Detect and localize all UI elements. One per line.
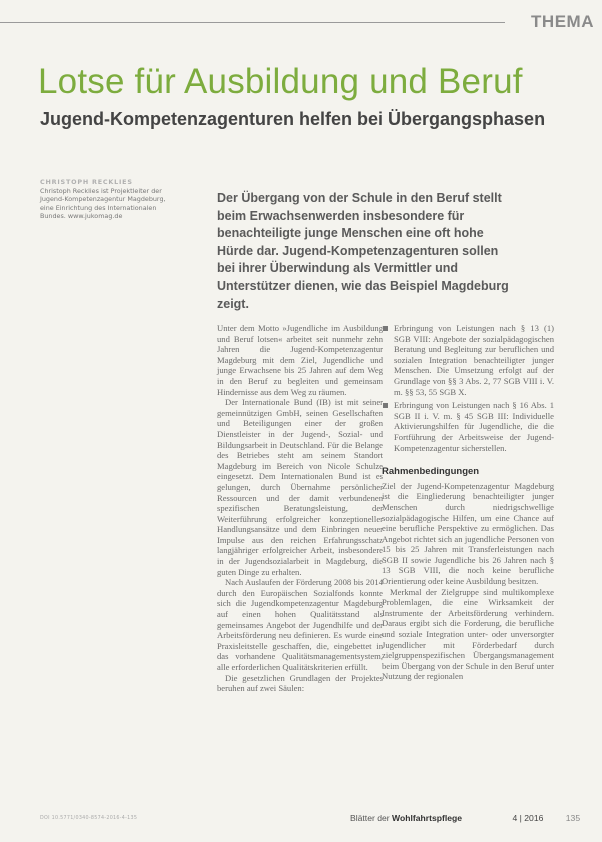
legal-basis-list bbox=[382, 323, 554, 453]
body-paragraph: Unter dem Motto »Jugendliche im Ausbildung und Beruf lotsen« arbeitet seit nunmehr zehn Jahren die Jugend-Kompetenzagentur Magdeburg mit dem Ziel, Jugendliche und junge Erwachsene bis 25 Jahren auf dem Weg in den Beruf zu begleiten und gemeinsam Hindernisse aus dem Weg zu räumen. bbox=[217, 323, 383, 397]
body-paragraph: Die gesetzlichen Grundlagen der Projektes beruhen auf zwei Säulen: bbox=[217, 672, 383, 694]
author-bio: Christoph Recklies ist Projektleiter der Jugend-Kompetenzagentur Magdeburg, eine Einrichtung des Internationalen Bundes. www.jukomag.de bbox=[40, 186, 166, 221]
author-box bbox=[40, 178, 180, 221]
journal-prefix: Blätter der bbox=[350, 813, 390, 823]
body-column-left bbox=[217, 323, 383, 694]
page-number: 135 bbox=[565, 813, 581, 823]
list-item: Erbringung von Leistungen nach § 13 (1) SGB VIII: Angebote der sozialpädagogischen Beratung und Begleitung zur beruflichen und sozialen Integration benachteiligter junger Menschen. Die Umsetzung erfolgt auf der Grundlage von §§ 3 Abs. 2, 77 SGB VIII i. V. m. §§ 53, 55 SGB X. bbox=[382, 323, 554, 397]
article-title: Lotse für Ausbildung und Beruf bbox=[38, 62, 523, 101]
article-lead: Der Übergang von der Schule in den Beruf stellt beim Erwachsenwerden insbesondere für benachteiligte junge Menschen eine oft hohe Hürde dar. Jugend-Kompetenzagenturen sollen bei ihrer Überwindung als Vermittler und Unterstützer dienen, wie das Beispiel Magdeburg zeigt. bbox=[217, 191, 509, 311]
journal-name: Wohlfahrtspflege bbox=[392, 813, 463, 823]
footer-journal bbox=[350, 813, 580, 823]
footer-doi: DOI 10.5771/0340-8574-2016-4-135 bbox=[40, 816, 138, 821]
body-paragraph: Nach Auslaufen der Förderung 2008 bis 2014 durch den Europäischen Sozialfonds konnte sich die Jugendkompetenzagentur Magdeburg auf einen hohen Qualitätsstand als gemeinsames Angebot der Jugendhilfe und der Arbeitsförderung neu definieren. Es wurde eine Praxisleitstelle geschaffen, die, eingebettet in das vorhandene Qualitätsmanagementsystem, alle erforderlichen Qualitätskriterien erfüllt. bbox=[217, 577, 383, 672]
article-subtitle: Jugend-Kompetenzagenturen helfen bei Übergangsphasen bbox=[40, 109, 546, 129]
section-label: THEMA bbox=[531, 12, 594, 31]
header-rule bbox=[0, 22, 505, 23]
author-name: CHRISTOPH RECKLIES bbox=[40, 178, 133, 186]
body-paragraph: Der Internationale Bund (IB) ist mit seiner gemeinnützigen GmbH, seinen Gesellschaften und Beteiligungen einer der großen Dienstleister in der Jugend-, Sozial- und Bildungsarbeit in Deutschland. Für die Belange des Betriebes steht am seinem Standort Magdeburg im Bereich von Nicole Schulze eingesetzt. Dem Internationalen Bund ist es gelungen, durch Übernahme persönlicher Ressourcen und der damit verbundenen spezifischen Beratungsleistung, der Weiterführung erfolgreicher konzeptioneller Handlungsansätze und dem Einbringen neuer Impulse aus den reichen Erfahrungsschatz langjähriger erfolgreicher Arbeit, insbesondere in der Jugendsozialarbeit in Magdeburg, die guten Dinge zu erhalten. bbox=[217, 397, 383, 577]
body-column-right bbox=[382, 323, 554, 682]
section-subheading: Rahmenbedingungen bbox=[382, 466, 480, 478]
body-paragraph: Merkmal der Zielgruppe sind multikomplexe Problemlagen, die eine Wirksamkeit der Instrumente der Arbeitsförderung verhindern. Daraus ergibt sich die Forderung, die berufliche und soziale Integration unter- oder unversorgter Jugendlicher mit Förderbedarf durch zielgruppenspezifischen Übergangsmanagement beim Übergang von der Schule in den Beruf unter Nutzung der regionalen bbox=[382, 586, 554, 682]
list-item: Erbringung von Leistungen nach § 16 Abs. 1 SGB II i. V. m. § 45 SGB III: Individuelle Aktivierungshilfen für Jugendliche, die die Fortführung der Arbeitsweise der Jugend-Kompetenzagentur sicherstellen. bbox=[382, 400, 554, 453]
body-paragraph: Ziel der Jugend-Kompetenzagentur Magdeburg ist die Eingliederung benachteiligter junger Menschen durch niedrigschwellige sozialpädagogische Hilfen, um eine Chance auf eine berufliche Perspektive zu ermöglichen. Das Angebot richtet sich an jugendliche Personen von 15 bis 25 Jahren mit Transferleistungen nach SGB II sowie Jugendliche bis 26 Jahren nach § 13 SGB VIII, die noch keine berufliche Orientierung oder keine Ausbildung besitzen. bbox=[382, 480, 554, 587]
issue-number: 4 | 2016 bbox=[512, 813, 544, 823]
